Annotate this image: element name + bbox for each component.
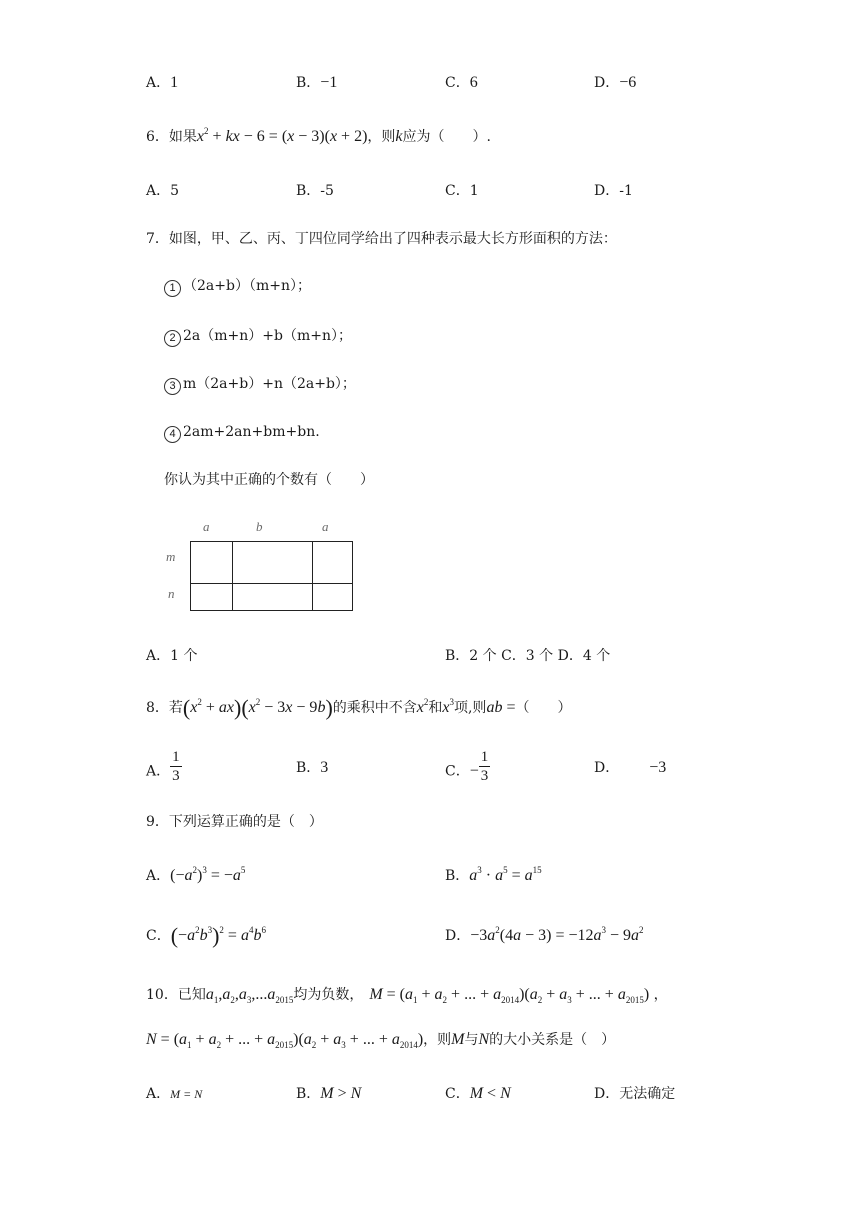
q6-option-a: A．5 [146, 183, 180, 199]
q7-option-a: A．1 个 [146, 648, 198, 664]
q7-item-4: 4 2am+2an+bm+bn. [164, 422, 320, 443]
q8-option-d: D． −3 [594, 759, 667, 776]
q7-options-bcd: B．2 个 C．3 个 D．4 个 [445, 648, 611, 664]
q8-stem: 8．若$(x^2 + ax)(x^2 - 3x - 9b)$的乘积中不含$x^2$和$x^3$项,则ab =（ ） [146, 695, 572, 720]
figure-label-a-1: a [203, 519, 210, 534]
q5-option-b: B．−1 [296, 74, 338, 91]
q6-stem: 6．如果$x^2$ + kx − 6 = (x − 3)(x + 2)，则k应为（ ）. [146, 126, 491, 145]
q7-stem: 7．如图，甲、乙、丙、丁四位同学给出了四种表示最大长方形面积的方法： [146, 231, 617, 247]
q6-equation: $x^2$ + kx − 6 = (x − 3)(x + 2) [196, 126, 368, 145]
q6-option-b: B．-5 [296, 183, 334, 199]
q10-option-c: C．M < N [445, 1085, 511, 1102]
q7-item-2: 2 2a（m+n）+b（m+n）； [164, 326, 352, 347]
figure-label-m: m [166, 549, 176, 564]
q9-option-d: D．$-3a^2(4a - 3) = -12a^3 - 9a^2$ [445, 925, 644, 944]
q8-option-c: C．− $\frac{1}{3}$ [445, 749, 489, 784]
q6-option-c: C．1 [445, 183, 479, 199]
q5-option-d: D．−6 [594, 74, 637, 91]
figure-label-n: n [168, 586, 175, 601]
q6-option-d: D．-1 [594, 183, 633, 199]
q10-option-b: B．M > N [296, 1085, 362, 1102]
q10-stem-line-1: 10．已知$a_1,a_2,a_3,...a_{2015}$均为负数， $M = (a_1 + a_2$ + ... + $a_{2014})(a_2 + a_3$ + ... + $a_{2015}$) ， [146, 986, 668, 1005]
figure-label-b: b [256, 519, 263, 534]
q8-option-b: B．3 [296, 759, 329, 776]
q9-option-c: C．$(-a^2b^3)^2 = a^4b^6$ [146, 923, 266, 948]
q8-expression: $(x^2 + ax)(x^2 - 3x - 9b)$ [182, 695, 333, 720]
q10-option-a: A．M = N [146, 1086, 203, 1102]
rectangle-figure [190, 541, 353, 611]
q7-item-1: 1 （2a+b）（m+n）； [164, 276, 311, 297]
q9-option-b: B．$a^3 \cdot a^5 = a^{15}$ [445, 865, 542, 884]
q5-option-c: C．6 [445, 74, 478, 91]
q5-option-a: A．1 [146, 74, 179, 91]
q7-item-3: 3 m（2a+b）+n（2a+b）； [164, 374, 356, 395]
q7-question: 你认为其中正确的个数有（ ） [164, 472, 374, 488]
figure-label-a-2: a [322, 519, 329, 534]
q9-stem: 9．下列运算正确的是（ ） [146, 814, 323, 830]
q9-option-a: A．$(-a^2)^3 = -a^5$ [146, 865, 246, 884]
q10-stem-line-2: $N = (a_1 + a_2$ + ... + $a_{2015})(a_2 + a_3$ + ... + $a_{2014}$)，则M与N的大小关系是（ ） [146, 1031, 616, 1050]
q8-option-a: A． $\frac{1}{3}$ [146, 749, 180, 784]
q10-option-d: D．无法确定 [594, 1086, 676, 1102]
